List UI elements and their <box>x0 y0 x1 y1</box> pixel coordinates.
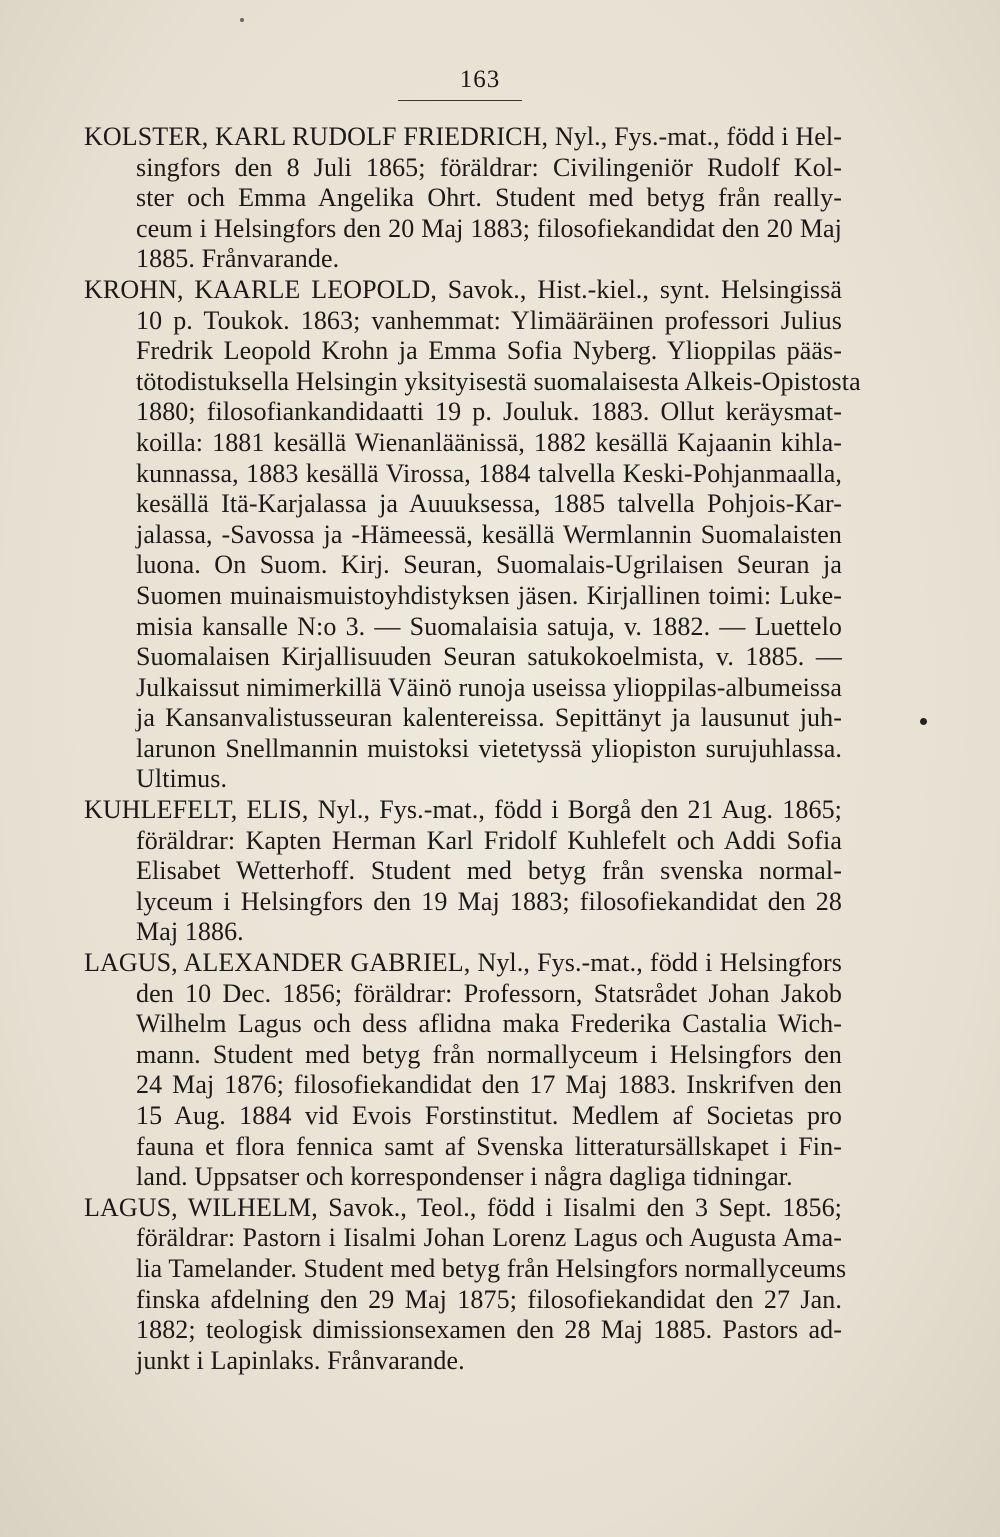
entry-text-line: jalassa, -Savossa ja -Hämeessä, kesällä Wermlannin Suomalaisten <box>136 519 842 549</box>
entry-text-line: singfors den 8 Juli 1865; föräldrar: Civilingeniör Rudolf Kol- <box>136 152 842 182</box>
entry-text-line: den 10 Dec. 1856; föräldrar: Professorn, Statsrådet Johan Jakob <box>136 978 842 1008</box>
entry-text-line: 1885. Frånvarande. <box>136 244 340 274</box>
entry-heading-line: LAGUS, WILHELM, Savok., Teol., född i Iisalmi den 3 Sept. 1856; <box>84 1192 842 1222</box>
entry-text-line: Suomalaisen Kirjallisuuden Seuran satukokoelmista, v. 1885. — <box>136 642 842 672</box>
entry-text-line: misia kansalle N:o 3. — Suomalaisia satuja, v. 1882. — Luettelo <box>136 611 842 641</box>
entry-text-line: luona. On Suom. Kirj. Seuran, Suomalais-Ugrilaisen Seuran ja <box>136 550 842 580</box>
entry-heading-line: KUHLEFELT, ELIS, Nyl., Fys.-mat., född i Borgå den 21 Aug. 1865; <box>84 795 842 825</box>
print-speck <box>240 18 244 22</box>
entry-text-line: ster och Emma Angelika Ohrt. Student med betyg från really- <box>136 183 842 213</box>
entry-text-line: Elisabet Wetterhoff. Student med betyg från svenska normal- <box>136 856 842 886</box>
entry-text-line: 1882; teologisk dimissionsexamen den 28 Maj 1885. Pastors ad- <box>136 1315 842 1345</box>
entry-text-line: Suomen muinaismuistoyhdistyksen jäsen. Kirjallinen toimi: Luke- <box>136 580 842 610</box>
entry-text-line: kesällä Itä-Karjalassa ja Auuuksessa, 1885 talvella Pohjois-Kar- <box>136 489 842 519</box>
entry-text-line: kunnassa, 1883 kesällä Virossa, 1884 talvella Keski-Pohjanmaalla, <box>136 458 842 488</box>
entry <box>84 274 861 795</box>
entry-text-line: Ultimus. <box>136 764 228 794</box>
entry-text-line: junkt i Lapinlaks. Frånvarande. <box>136 1345 465 1375</box>
header-rule <box>398 100 522 101</box>
entry-text-line: 24 Maj 1876; filosofiekandidat den 17 Maj 1883. Inskrifven den <box>136 1070 842 1100</box>
entry <box>84 1192 847 1377</box>
entry-text-line: föräldrar: Kapten Herman Karl Fridolf Kuhlefelt och Addi Sofia <box>136 825 842 855</box>
entry-text-line: Wilhelm Lagus och dess aflidna maka Frederika Castalia Wich- <box>136 1009 842 1039</box>
entry-text-line: tötodistuksella Helsingin yksityisestä suomalaisesta Alkeis-Opistosta <box>136 366 861 396</box>
entry-text-line: föräldrar: Pastorn i Iisalmi Johan Lorenz Lagus och Augusta Ama- <box>136 1223 842 1253</box>
entry-heading-line: KOLSTER, KARL RUDOLF FRIEDRICH, Nyl., Fys.-mat., född i Hel- <box>84 122 842 151</box>
page-number: 163 <box>459 66 501 93</box>
entry <box>84 795 842 948</box>
entry-text-line: larunon Snellmannin muistoksi vietetyssä yliopiston surujuhlassa. <box>136 733 842 763</box>
entry-text-line: mann. Student med betyg från normallyceum i Helsingfors den <box>136 1039 842 1069</box>
entry-text-line: fauna et flora fennica samt af Svenska litteratursällskapet i Fin- <box>136 1131 842 1161</box>
entry-text-line: Fredrik Leopold Krohn ja Emma Sofia Nyberg. Ylioppilas pääs- <box>136 336 842 366</box>
entry-text-line: lia Tamelander. Student med betyg från Helsingfors normallyceums <box>136 1253 847 1283</box>
entry-text-line: 1880; filosofiankandidaatti 19 p. Jouluk. 1883. Ollut keräysmat- <box>136 397 842 427</box>
entry-text-line: land. Uppsatser och korrespondenser i några dagliga tidningar. <box>136 1162 793 1192</box>
entry <box>84 122 842 275</box>
entry-heading-line: LAGUS, ALEXANDER GABRIEL, Nyl., Fys.-mat., född i Helsingfors <box>84 948 842 978</box>
biographical-entries <box>84 122 861 1376</box>
entry-heading-line: KROHN, KAARLE LEOPOLD, Savok., Hist.-kiel., synt. Helsingissä <box>84 274 842 304</box>
entry-text-line: Maj 1886. <box>136 917 244 947</box>
entry-text-line: finska afdelning den 29 Maj 1875; filosofiekandidat den 27 Jan. <box>136 1284 842 1314</box>
entry-text-line: koilla: 1881 kesällä Wienanläänissä, 1882 kesällä Kajaanin kihla- <box>136 427 842 457</box>
ink-dot <box>920 718 927 725</box>
entry-text-line: ceum i Helsingfors den 20 Maj 1883; filosofiekandidat den 20 Maj <box>136 213 842 243</box>
entry <box>84 948 842 1193</box>
entry-text-line: 10 p. Toukok. 1863; vanhemmat: Ylimääräinen professori Julius <box>136 305 842 335</box>
entry-text-line: lyceum i Helsingfors den 19 Maj 1883; filosofiekandidat den 28 <box>136 886 842 916</box>
entry-text-line: Julkaissut nimimerkillä Väinö runoja useissa ylioppilas-albumeissa <box>136 672 842 702</box>
entry-text-line: ja Kansanvalistusseuran kalentereissa. Sepittänyt ja lausunut juh- <box>136 703 842 733</box>
entry-text-line: 15 Aug. 1884 vid Evois Forstinstitut. Medlem af Societas pro <box>136 1101 842 1130</box>
